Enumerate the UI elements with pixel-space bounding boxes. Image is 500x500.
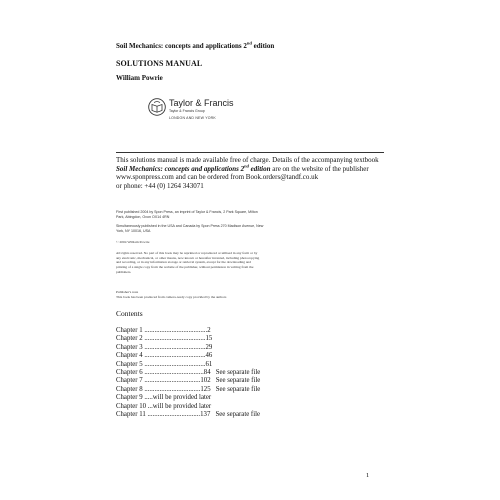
contents-heading: Contents [116,309,143,318]
book-title-edition: edition [251,42,275,50]
toc-page-number: 15 [205,335,213,343]
publisher-logo-name: Taylor & Francis [169,98,234,108]
toc-entry-label: Chapter 3 .................................... [116,343,206,351]
author-name: William Powrie [116,74,163,82]
toc-entry-label: Chapter 9 .....will be provided later [116,394,212,402]
notice-book-title: Soil Mechanics: concepts and applications 2nd edition [116,163,271,173]
toc-entry-label: Chapter 8 ................................. [116,385,201,393]
toc-entry-label: Chapter 2 .................................... [116,335,206,343]
toc-row [116,361,260,369]
publishers-note-label: Publisher's note [116,290,139,294]
copyright-line: © 2004 William Powrie [116,240,150,244]
book-title-superscript: nd [246,40,252,46]
horizontal-divider [116,152,384,153]
toc-entry-label: Chapter 6 ................................... [116,368,204,376]
toc-row [116,411,260,419]
toc-row [116,403,260,411]
toc-separate-file-note: See separate file [215,368,261,376]
notice-line-1: This solutions manual is made available free of charge. Details of the accompanying textbook [116,156,379,164]
toc-row [116,327,260,335]
notice-line-2: Soil Mechanics: concepts and applications 2nd edition are on the website of the publisher [116,163,369,173]
publishers-note [116,290,226,299]
toc-separate-file-note: See separate file [215,377,261,385]
toc-page-number: 125 [200,385,211,393]
first-published-statement: First published 2004 by Spon Press, an imprint of Taylor & Francis, 2 Park Square, Milton Park, Abingdon, Oxon OX14 4RN [116,210,258,219]
page-number: 1 [366,472,370,479]
toc-separate-file-note: See separate file [215,410,260,418]
toc-entry-label: Chapter 4 .................................... [116,352,206,360]
free-availability-notice [116,156,386,190]
taylor-francis-book-icon [148,98,166,116]
toc-separate-file-note: See separate file [215,385,261,393]
toc-row [116,352,260,360]
toc-entry-label: Chapter 10 ...will be provided later [116,402,212,410]
toc-page-number: 61 [205,360,213,368]
book-title [116,42,274,50]
rights-reserved-statement: All rights reserved. No part of this book may be reprinted or reproduced or utilised in any form or by any electronic, mechanical, or other means, now known or hereafter invented, including photocopying and recording, or in any information storage or retrieval system, except for the downloading and printing of a single copy from the website of the publisher, without permission in writing from the publishers. [116,251,260,274]
toc-entry-label: Chapter 7 ................................. [116,377,201,385]
toc-entry-label: Chapter 11 ............................... [116,410,201,418]
toc-page-number: 2 [207,327,211,334]
toc-page-number: 84 [203,368,211,376]
publishers-note-text: This book has been produced from camera-ready copy provided by the authors [116,294,227,299]
publisher-logo-group: Taylor & Francis Group [169,109,205,113]
toc-page-number: 102 [200,377,211,385]
publisher-logo-cities: LONDON AND NEW YORK [169,116,216,120]
toc-row [116,344,260,352]
toc-page-number: 29 [205,343,213,351]
notice-line-3: www.sponpress.com and can be ordered from Book.orders@tandf.co.uk [116,173,319,182]
book-title-main: Soil Mechanics: concepts and applications 2 [116,42,247,50]
table-of-contents [116,327,260,419]
manual-title: SOLUTIONS MANUAL [116,59,203,68]
toc-entry-label: Chapter 5 .................................... [116,360,206,368]
toc-row [116,369,260,377]
toc-page-number: 46 [205,352,213,360]
toc-page-number: 137 [200,410,211,418]
simultaneous-publication-statement: Simultaneously published in the USA and Canada by Spon Press 270 Madison Avenue, New York, NY 10016, USA [116,224,264,233]
publisher-logo [148,96,268,130]
toc-row [116,377,260,385]
toc-entry-label: Chapter 1 ..................................... [116,327,208,334]
toc-row [116,386,260,394]
toc-row [116,335,260,343]
toc-row [116,394,260,402]
notice-line-4: or phone: +44 (0) 1264 343071 [116,181,204,190]
